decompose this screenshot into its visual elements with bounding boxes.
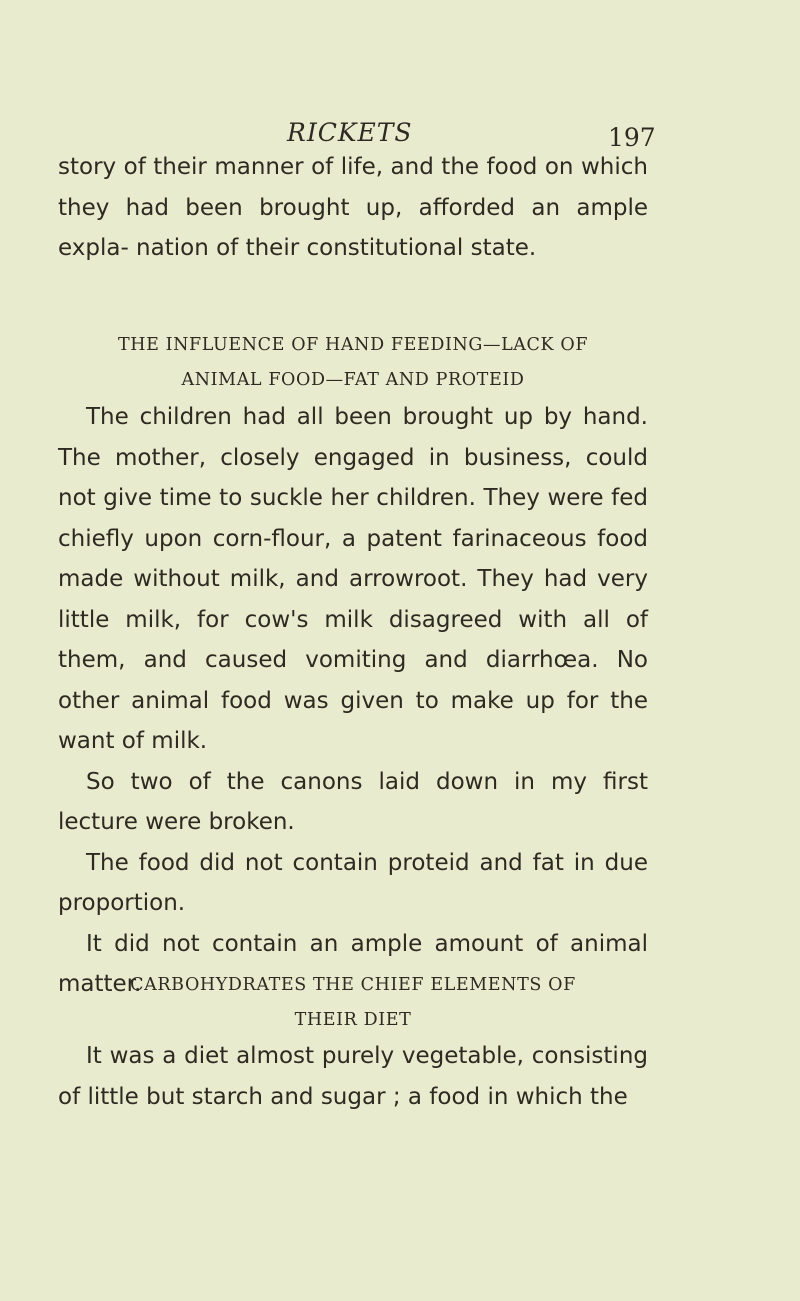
section-heading-line: CARBOHYDRATES THE CHIEF ELEMENTS OF (130, 975, 576, 995)
paragraph: The food did not contain proteid and fat in due proportion. (58, 849, 648, 916)
paragraph: So two of the canons laid down in my first lecture were broken. (58, 768, 648, 835)
paragraph: It was a diet almost purely vegetable, consisting of little but starch and sugar ; a food in which the (58, 1043, 648, 1110)
section-heading-line: THEIR DIET (294, 1010, 412, 1030)
text-block-carbohydrates (58, 1036, 648, 1117)
section-heading-line: THE INFLUENCE OF HAND FEEDING—LACK OF (117, 335, 589, 355)
section-heading-line: ANIMAL FOOD—FAT AND PROTEID (181, 370, 525, 390)
paragraph: It did not contain an ample amount of animal matter. (58, 930, 648, 997)
text-block-hand-feeding (58, 397, 648, 1005)
paragraph-continuation: story of their manner of life, and the food on which they had been brought up, afforded an ample expla- nation of their constitutional state. (58, 154, 648, 261)
text-block-opening (58, 147, 648, 269)
section-heading-hand-feeding (58, 328, 648, 398)
section-heading-carbohydrates (58, 968, 648, 1038)
page-number: 197 (608, 123, 656, 152)
paragraph: The children had all been brought up by hand. The mother, closely engaged in business, could not give time to suckle her children. They were fed chiefly upon corn-flour, a patent farinaceous food made without milk, and arrowroot. They had very little milk, for cow's milk disagreed with all of them, and caused vomiting and diarrhœa. No other animal food was given to make up for the want of milk. (58, 404, 648, 754)
running-title: RICKETS (287, 118, 413, 147)
